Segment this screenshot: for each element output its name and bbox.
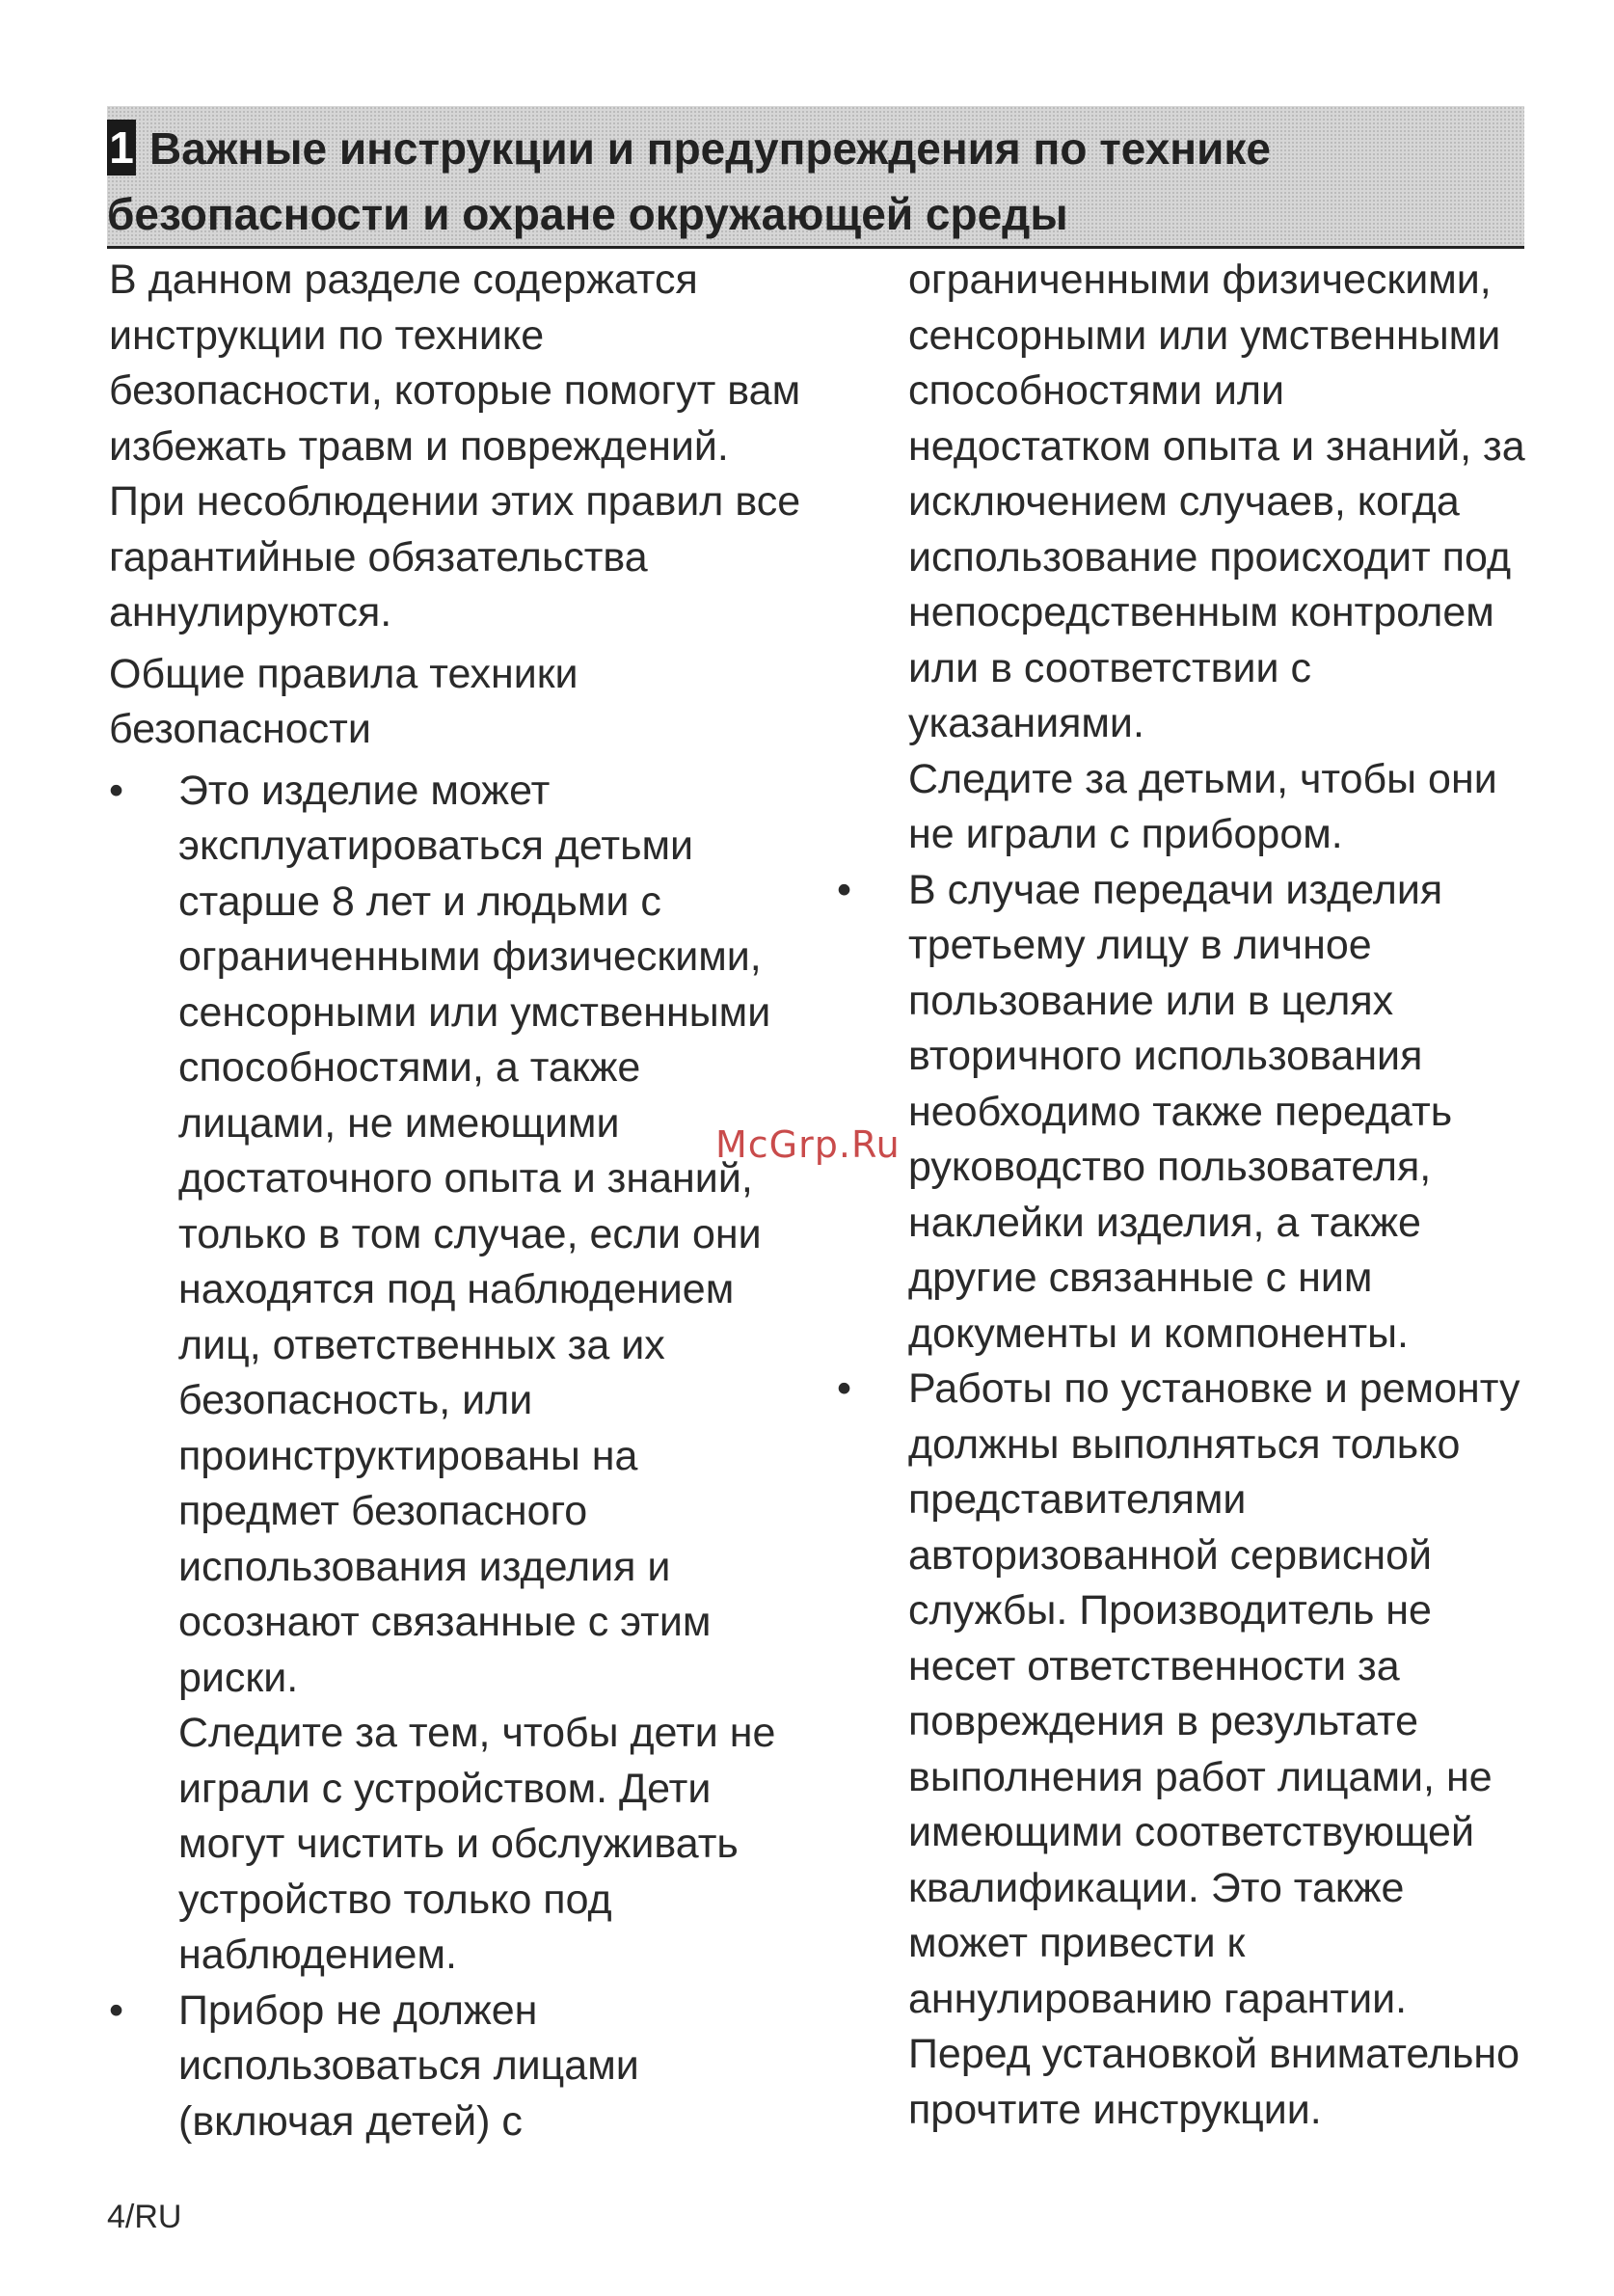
bullet-icon: • xyxy=(109,1986,124,2034)
bullet-icon: • xyxy=(837,866,852,913)
bullet-icon: • xyxy=(109,767,124,814)
bullet-note: Следите за тем, чтобы дети не играли с устройством. Дети могут чистить и обслуживать устройство только под наблюдением. xyxy=(178,1710,776,1978)
bullet-continuation: ограниченными физическими, сенсорными или умственными способностями или недостатком опыта и знаний, за исключением случаев, когда использование происходит под непосредственным контролем или в соответствии с указаниями. xyxy=(908,257,1525,746)
list-item xyxy=(109,764,803,1984)
bullet-note: Следите за детьми, чтобы они не играли с прибором. xyxy=(908,755,1497,857)
list-item xyxy=(109,1984,803,2150)
bullet-text: В случае передачи изделия третьему лицу в личное пользование или в целях вторичного использования необходимо также передать руководство пользователя, наклейки изделия, а также другие связанные с ним документы и компоненты. xyxy=(908,866,1453,1357)
right-column xyxy=(837,253,1525,2138)
watermark: McGrp.Ru xyxy=(715,1123,901,1166)
list-item xyxy=(837,863,1525,1363)
safety-list-left xyxy=(109,764,803,2150)
bullet-icon: • xyxy=(837,1365,852,1412)
list-item xyxy=(837,1362,1525,2138)
section-number: 1 xyxy=(107,120,136,176)
subheading-general-safety: Общие правила техники безопасности xyxy=(109,650,578,752)
left-column xyxy=(109,253,803,2149)
page-number: 4/RU xyxy=(107,2199,182,2235)
bullet-text: Это изделие может эксплуатироваться детьми старше 8 лет и людьми с ограниченными физическими, сенсорными или умственными способностями, а также лицами, не имеющими достаточного опыта и знаний, только в том случае, если они находятся под наблюдением лиц, ответственных за их безопасность, или проинструктированы на предмет безопасного использования изделия и осознают связанные с этим риски. xyxy=(178,767,771,1701)
bullet-text: Прибор не должен использоваться лицами (включая детей) с xyxy=(178,1986,639,2145)
bullet-text: Работы по установке и ремонту должны выполняться только представителями авторизованной сервисной службы. Производитель не несет ответственности за повреждения в результате выполнения работ лицами, не имеющими соответствующей квалификации. Это также может привести к аннулированию гарантии. Перед установкой внимательно прочтите инструкции. xyxy=(908,1365,1520,2133)
section-title: Важные инструкции и предупреждения по технике безопасности и охране окружающей среды xyxy=(107,123,1271,239)
intro-paragraph: В данном разделе содержатся инструкции по технике безопасности, которые помогут вам избежать травм и повреждений. При несоблюдении этих правил все гарантийные обязательства аннулируются. xyxy=(109,257,801,635)
safety-list-right xyxy=(837,863,1525,2139)
